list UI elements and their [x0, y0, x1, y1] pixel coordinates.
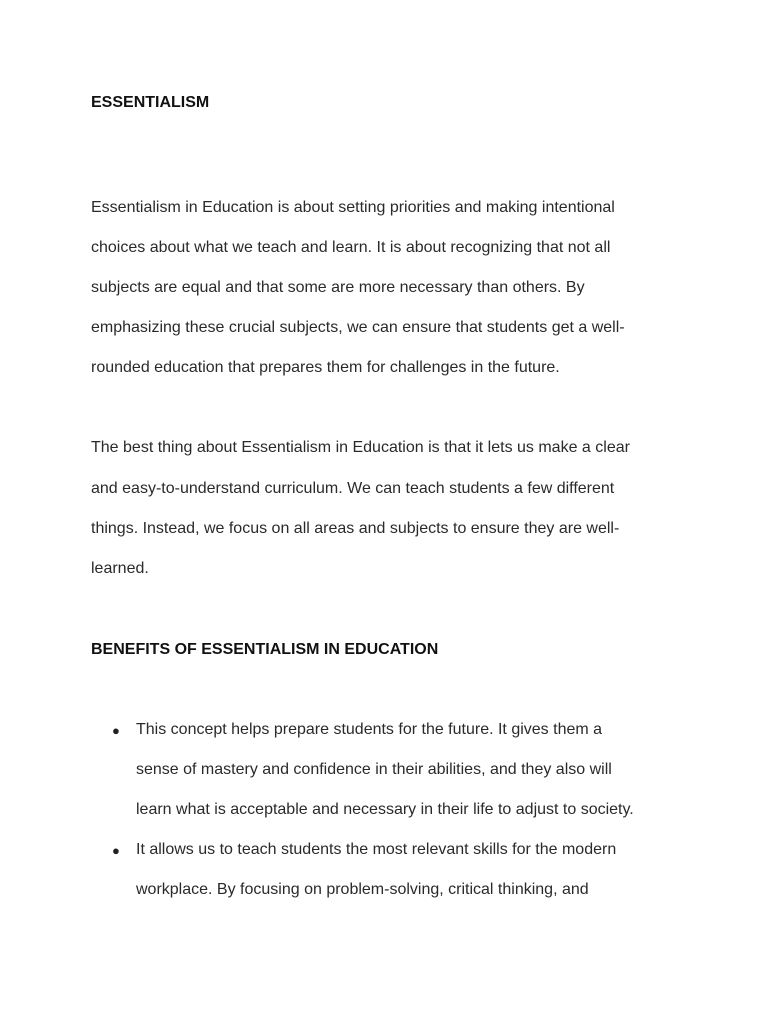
bullet-1-line-3: learn what is acceptable and necessary in their life to adjust to society. [136, 801, 634, 818]
bullet-1-line-1: This concept helps prepare students for the future. It gives them a [136, 721, 603, 738]
paragraph-1-line-5: rounded education that prepares them for challenges in the future. [91, 359, 560, 376]
paragraph-1-line-1: Essentialism in Education is about setting priorities and making intentional [91, 199, 615, 216]
bullet-1-line-2: sense of mastery and confidence in their abilities, and they also will [136, 761, 612, 778]
bullet-2-line-1: It allows us to teach students the most relevant skills for the modern [136, 841, 617, 858]
paragraph-1-line-2: choices about what we teach and learn. It is about recognizing that not all [91, 239, 611, 256]
paragraph-2-line-3: things. Instead, we focus on all areas and subjects to ensure they are well- [91, 520, 620, 537]
bullet-2-line-2: workplace. By focusing on problem-solving, critical thinking, and [136, 881, 589, 898]
bullet-icon: ● [112, 843, 120, 858]
paragraph-2-line-1: The best thing about Essentialism in Education is that it lets us make a clear [91, 439, 630, 456]
bullet-icon: ● [112, 723, 120, 738]
paragraph-1-line-4: emphasizing these crucial subjects, we can ensure that students get a well- [91, 319, 625, 336]
section-heading-benefits: BENEFITS OF ESSENTIALISM IN EDUCATION [91, 641, 439, 658]
paragraph-2-line-4: learned. [91, 560, 149, 577]
paragraph-2-line-2: and easy-to-understand curriculum. We can teach students a few different [91, 480, 615, 497]
paragraph-1-line-3: subjects are equal and that some are more necessary than others. By [91, 279, 585, 296]
document-title: ESSENTIALISM [91, 94, 210, 111]
